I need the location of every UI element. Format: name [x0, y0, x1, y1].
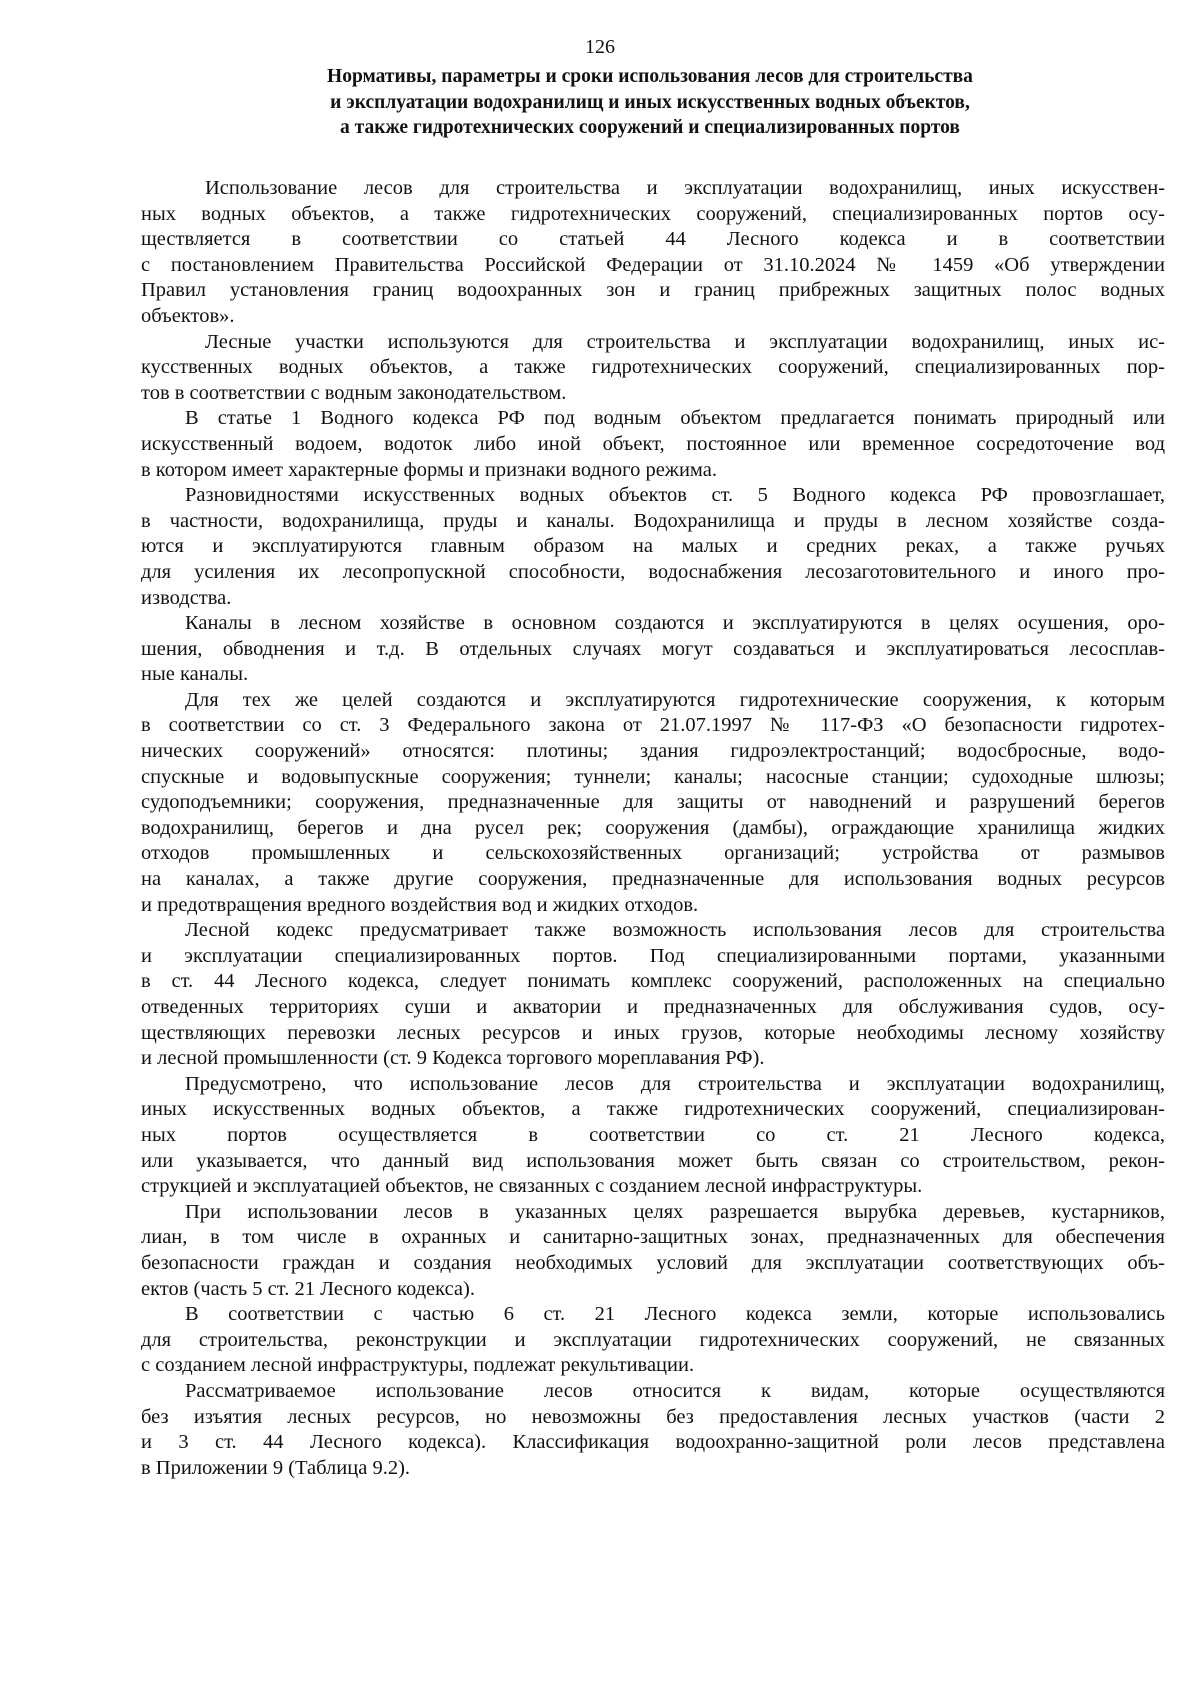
text-line: в котором имеет характерные формы и признаки водного режима. — [141, 458, 717, 481]
body-text — [141, 176, 1165, 1481]
text-line: и лесной промышленности (ст. 9 Кодекса торгового мореплавания РФ). — [141, 1047, 765, 1070]
text-line: и предотвращения вредного воздействия вод и жидких отходов. — [141, 893, 699, 916]
text-line: Лесные участки используются для строительства и эксплуатации водохранилищ, иных ис- — [205, 330, 1165, 353]
text-line: в частности, водохранилища, пруды и каналы. Водохранилища и пруды в лесном хозяйстве созда- — [141, 509, 1165, 532]
text-line: с созданием лесной инфраструктуры, подлежат рекультивации. — [141, 1354, 695, 1377]
text-line: струкцией и эксплуатацией объектов, не связанных с созданием лесной инфраструктуры. — [141, 1175, 923, 1198]
text-line: спускные и водовыпускные сооружения; туннели; каналы; насосные станции; судоходные шлюзы; — [141, 765, 1165, 788]
text-line: в Приложении 9 (Таблица 9.2). — [141, 1456, 411, 1479]
text-line: При использовании лесов в указанных целях разрешается вырубка деревьев, кустарников, — [185, 1200, 1165, 1223]
paragraph — [141, 1200, 1165, 1302]
paragraph — [141, 1302, 1165, 1379]
section-title — [230, 64, 1070, 141]
text-line: лиан, в том числе в охранных и санитарно-защитных зонах, предназначенных для обеспечения — [141, 1226, 1165, 1249]
text-line: с постановлением Правительства Российской Федерации от 31.10.2024 № 1459 «Об утверждении — [141, 253, 1165, 276]
text-line: и 3 ст. 44 Лесного кодекса). Классификация водоохранно-защитной роли лесов представлена — [141, 1431, 1165, 1454]
title-line: Нормативы, параметры и сроки использования лесов для строительства — [327, 66, 973, 87]
text-line: безопасности граждан и создания необходимых условий для эксплуатации соответствующих объ- — [141, 1251, 1165, 1274]
paragraph — [141, 1072, 1165, 1200]
text-line: В соответствии с частью 6 ст. 21 Лесного кодекса земли, которые использовались — [185, 1303, 1165, 1326]
text-line: объектов». — [141, 304, 235, 327]
text-line: ные каналы. — [141, 663, 249, 686]
paragraph — [141, 611, 1165, 688]
text-line: в соответствии со ст. 3 Федерального закона от 21.07.1997 № 117-ФЗ «О безопасности гидротех- — [141, 714, 1165, 737]
text-line: кусственных водных объектов, а также гидротехнических сооружений, специализированных пор- — [141, 356, 1165, 379]
text-line: и эксплуатации специализированных портов. Под специализированными портами, указанными — [141, 944, 1165, 967]
text-line: искусственный водоем, водоток либо иной объект, постоянное или временное сосредоточение вод — [141, 432, 1165, 455]
text-line: ных водных объектов, а также гидротехнических сооружений, специализированных портов осу- — [141, 202, 1165, 225]
text-line: Правил установления границ водоохранных зон и границ прибрежных защитных полос водных — [141, 279, 1165, 302]
text-line: или указывается, что данный вид использования может быть связан со строительством, рекон- — [141, 1149, 1165, 1172]
text-line: судоподъемники; сооружения, предназначенные для защиты от наводнений и разрушений берегов — [141, 791, 1165, 814]
text-line: в ст. 44 Лесного кодекса, следует понимать комплекс сооружений, расположенных на специально — [141, 970, 1165, 993]
text-line: без изъятия лесных ресурсов, но невозможны без предоставления лесных участков (части 2 — [141, 1405, 1165, 1428]
text-line: на каналах, а также другие сооружения, предназначенные для использования водных ресурсов — [141, 868, 1165, 891]
title-line: а также гидротехнических сооружений и специализированных портов — [340, 117, 960, 138]
text-line: отходов промышленных и сельскохозяйственных организаций; устройства от размывов — [141, 842, 1165, 865]
text-line: изводства. — [141, 586, 232, 609]
text-line: для строительства, реконструкции и эксплуатации гидротехнических сооружений, не связанных — [141, 1328, 1165, 1351]
text-line: отведенных территориях суши и акватории и предназначенных для обслуживания судов, осу- — [141, 996, 1165, 1018]
title-line: и эксплуатации водохранилищ и иных искусственных водных объектов, — [330, 91, 970, 113]
text-line: нических сооружений» относятся: плотины; здания гидроэлектростанций; водосбросные, водо- — [141, 740, 1165, 763]
text-line: водохранилищ, берегов и дна русел рек; сооружения (дамбы), ограждающие хранилища жидких — [141, 816, 1165, 839]
text-line: Рассматриваемое использование лесов относится к видам, которые осуществляются — [185, 1379, 1165, 1402]
page-number: 126 — [585, 36, 615, 58]
text-line: В статье 1 Водного кодекса РФ под водным объектом предлагается понимать природный или — [185, 407, 1165, 430]
text-line: Каналы в лесном хозяйстве в основном создаются и эксплуатируются в целях осушения, оро- — [185, 612, 1165, 635]
text-line: иных искусственных водных объектов, а также гидротехнических сооружений, специализирован- — [141, 1098, 1165, 1121]
text-line: Разновидностями искусственных водных объектов ст. 5 Водного кодекса РФ провозглашает, — [185, 484, 1165, 507]
paragraph — [141, 176, 1165, 330]
paragraph — [141, 688, 1165, 918]
text-line: тов в соответствии с водным законодательством. — [141, 381, 567, 404]
text-line: ются и эксплуатируются главным образом на малых и средних реках, а также ручьях — [141, 535, 1165, 558]
text-line: Использование лесов для строительства и эксплуатации водохранилищ, иных искусствен- — [205, 177, 1165, 199]
text-line: Лесной кодекс предусматривает также возможность использования лесов для строительства — [185, 919, 1165, 942]
text-line: ных портов осуществляется в соответствии со ст. 21 Лесного кодекса, — [141, 1123, 1165, 1146]
text-line: Предусмотрено, что использование лесов для строительства и эксплуатации водохранилищ, — [185, 1072, 1165, 1095]
text-line: ществляется в соответствии со статьей 44 Лесного кодекса и в соответствии — [141, 228, 1165, 251]
paragraph — [141, 406, 1165, 483]
text-line: шения, обводнения и т.д. В отдельных случаях могут создаваться и эксплуатироваться лесосплав- — [141, 637, 1165, 660]
paragraph — [141, 918, 1165, 1072]
paragraph — [141, 330, 1165, 407]
paragraph — [141, 483, 1165, 611]
text-line: Для тех же целей создаются и эксплуатируются гидротехнические сооружения, к которым — [185, 688, 1165, 711]
paragraph — [141, 1379, 1165, 1481]
text-line: ектов (часть 5 ст. 21 Лесного кодекса). — [141, 1277, 475, 1300]
text-line: ществляющих перевозки лесных ресурсов и иных грузов, которые необходимы лесному хозяйству — [141, 1021, 1165, 1044]
text-line: для усиления их лесопропускной способности, водоснабжения лесозаготовительного и иного про- — [141, 560, 1165, 583]
